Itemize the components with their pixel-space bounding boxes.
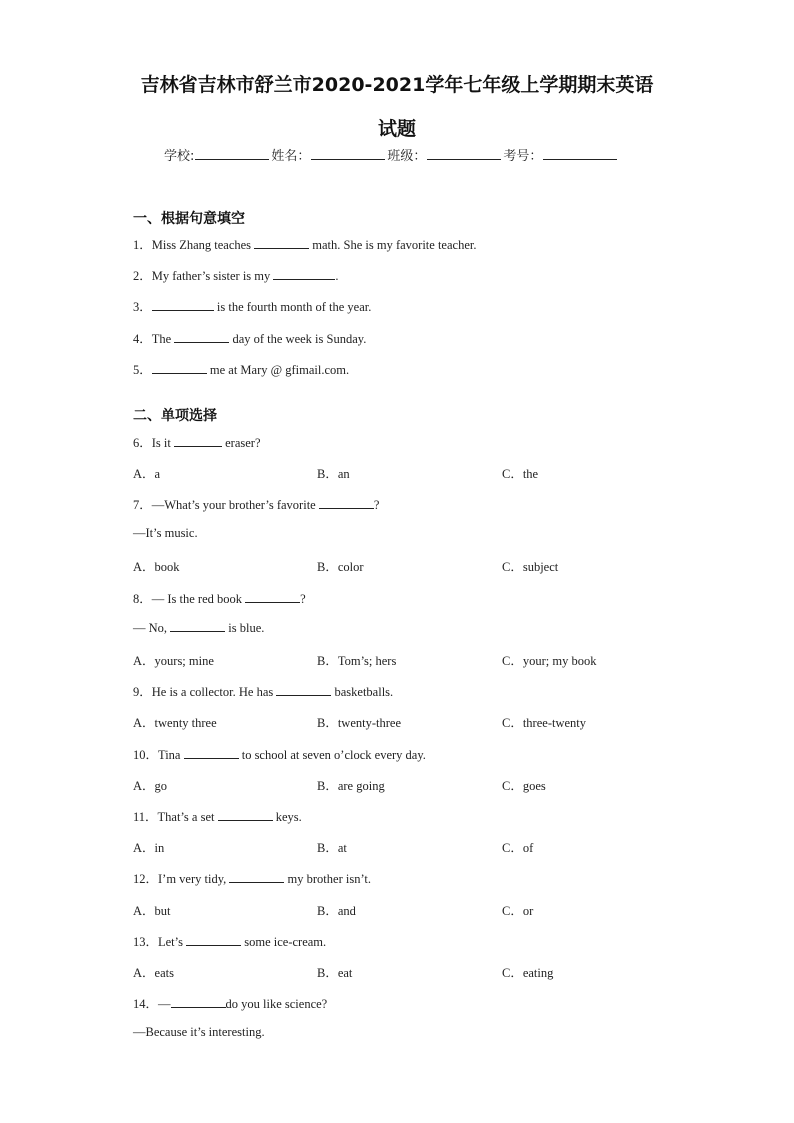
q7-option-c[interactable]: C．subject (502, 560, 559, 574)
q11-option-a[interactable]: A．in (133, 841, 165, 855)
question-6: 6．Is it eraser? (133, 436, 261, 450)
q10-option-b[interactable]: B．are going (317, 779, 385, 793)
q11-option-c[interactable]: C．of (502, 841, 534, 855)
answer-blank (170, 620, 225, 632)
question-14-reply: —Because it’s interesting. (133, 1025, 265, 1039)
answer-blank (152, 362, 207, 374)
q10-option-c[interactable]: C．goes (502, 779, 546, 793)
class-blank (427, 147, 501, 160)
question-3: 3． is the fourth month of the year. (133, 300, 372, 314)
question-12: 12．I’m very tidy, my brother isn’t. (133, 872, 371, 886)
question-7-reply: —It’s music. (133, 526, 198, 540)
q10-option-a[interactable]: A．go (133, 779, 168, 793)
answer-blank (174, 331, 229, 343)
question-10: 10．Tina to school at seven o’clock every day. (133, 748, 426, 762)
q9-option-a[interactable]: A．twenty three (133, 716, 217, 730)
answer-blank (152, 299, 214, 311)
q8-option-c[interactable]: C．your; my book (502, 654, 597, 668)
q9-option-c[interactable]: C．three-twenty (502, 716, 587, 730)
name-blank (311, 147, 385, 160)
q12-option-a[interactable]: A．but (133, 904, 171, 918)
school-blank (195, 147, 269, 160)
question-11: 11．That’s a set keys. (133, 810, 302, 824)
q7-option-a[interactable]: A．book (133, 560, 180, 574)
question-2: 2．My father’s sister is my . (133, 269, 339, 283)
section2-heading: 二、单项选择 (133, 408, 217, 424)
answer-blank (273, 268, 335, 280)
q9-option-b[interactable]: B．twenty-three (317, 716, 402, 730)
q13-option-c[interactable]: C．eating (502, 966, 554, 980)
answer-blank (319, 497, 374, 509)
question-4: 4．The day of the week is Sunday. (133, 332, 367, 346)
number-blank (543, 147, 617, 160)
answer-blank (218, 809, 273, 821)
q11-option-b[interactable]: B．at (317, 841, 347, 855)
answer-blank (186, 934, 241, 946)
q6-option-b[interactable]: B．an (317, 467, 350, 481)
question-1: 1．Miss Zhang teaches math. She is my favorite teacher. (133, 238, 477, 252)
question-14: 14．— do you like science? (133, 997, 328, 1011)
q13-option-a[interactable]: A．eats (133, 966, 174, 980)
question-8: 8．— Is the red book ? (133, 592, 306, 606)
question-13: 13．Let’s some ice-cream. (133, 935, 327, 949)
question-9: 9．He is a collector. He has basketballs. (133, 685, 394, 699)
q6-option-a[interactable]: A．a (133, 467, 161, 481)
section1-heading: 一、根据句意填空 (133, 211, 245, 227)
question-7: 7．—What’s your brother’s favorite ? (133, 498, 380, 512)
answer-blank (174, 435, 222, 447)
number-label: 考号： (503, 149, 543, 164)
answer-blank (245, 591, 300, 603)
page-title-line1: 吉林省吉林市舒兰市2020-2021学年七年级上学期期末英语 (140, 74, 654, 96)
answer-blank (171, 996, 226, 1008)
page-title-line2: 试题 (377, 118, 416, 140)
q7-option-b[interactable]: B．color (317, 560, 364, 574)
class-label: 班级： (387, 149, 427, 164)
q8-option-b[interactable]: B．Tom’s; hers (317, 654, 397, 668)
q13-option-b[interactable]: B．eat (317, 966, 353, 980)
school-label: 学校: (164, 149, 195, 164)
q12-option-b[interactable]: B．and (317, 904, 356, 918)
name-label: 姓名： (271, 149, 311, 164)
answer-blank (229, 871, 284, 883)
answer-blank (276, 684, 331, 696)
answer-blank (184, 747, 239, 759)
q6-option-c[interactable]: C．the (502, 467, 539, 481)
answer-blank (254, 237, 309, 249)
q12-option-c[interactable]: C．or (502, 904, 534, 918)
q8-option-a[interactable]: A．yours; mine (133, 654, 214, 668)
question-8-reply: — No, is blue. (133, 621, 265, 635)
student-info-row (164, 145, 619, 164)
question-5: 5． me at Mary @ gfimail.com. (133, 363, 350, 377)
